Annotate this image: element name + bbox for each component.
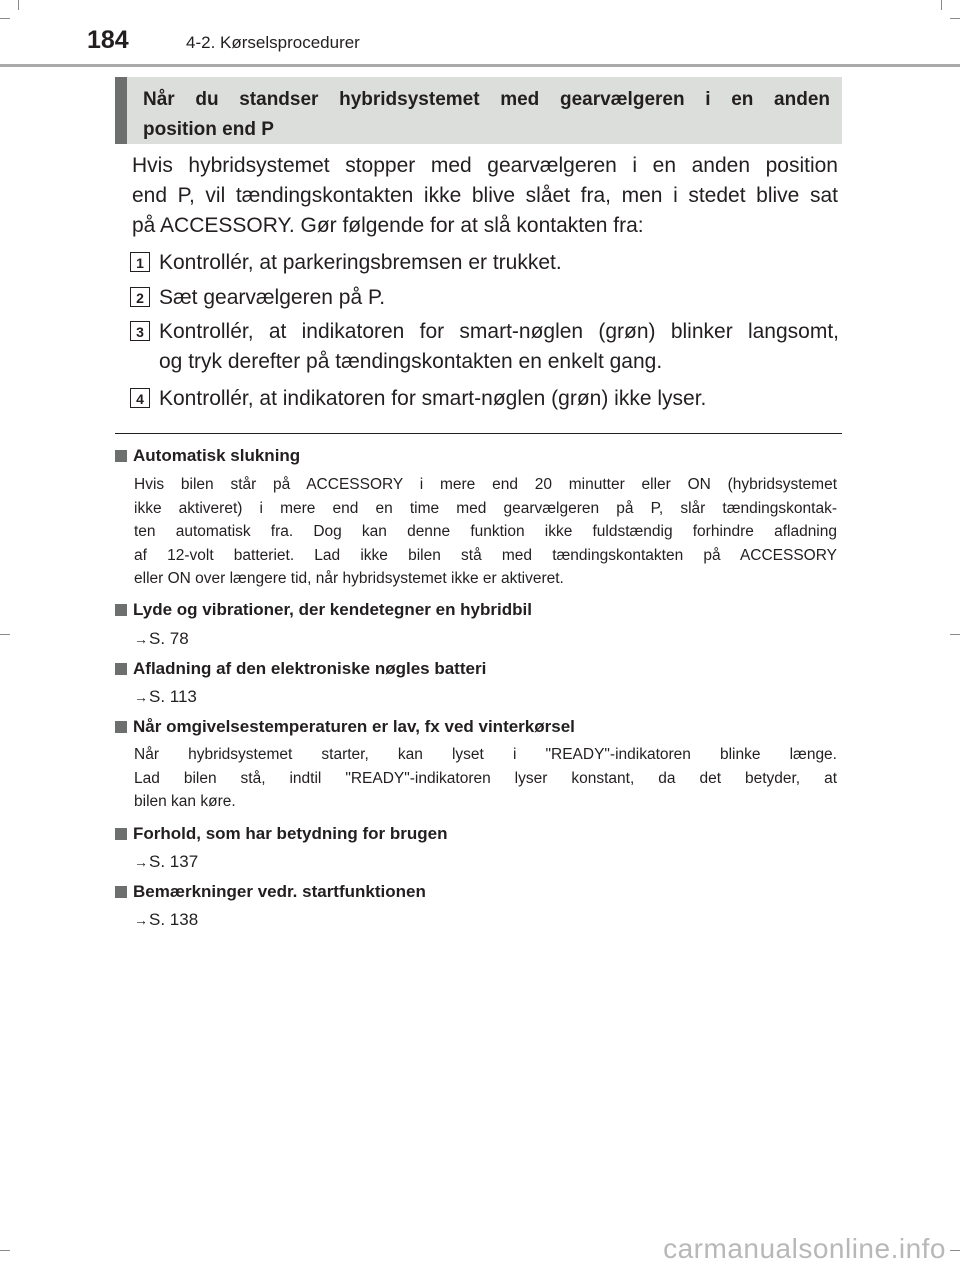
note-title bbox=[115, 824, 448, 844]
intro-paragraph bbox=[132, 151, 838, 241]
note-line: ten automatisk fra. Dog kan denne funktion ikke fuldstændig forhindre afladning bbox=[134, 523, 837, 540]
intro-line: på ACCESSORY. Gør følgende for at slå kontakten fra: bbox=[132, 214, 644, 237]
note-line: Når hybridsystemet starter, kan lyset i "READY"-indikatoren blinke længe. bbox=[134, 746, 837, 763]
page-reference[interactable] bbox=[134, 629, 189, 649]
step-text bbox=[159, 317, 839, 377]
step-text bbox=[159, 248, 839, 278]
note-line: Hvis bilen står på ACCESSORY i mere end 20 minutter eller ON (hybridsystemet bbox=[134, 476, 837, 493]
crop-mark bbox=[950, 18, 960, 19]
note-line: af 12-volt batteriet. Lad ikke bilen stå med tændingskontakten på ACCESSORY bbox=[134, 546, 837, 564]
watermark: carmanualsonline.info bbox=[663, 1233, 946, 1264]
crop-mark bbox=[0, 1250, 10, 1251]
note-title bbox=[115, 717, 575, 737]
note-title bbox=[115, 882, 426, 902]
note-line: bilen kan køre. bbox=[134, 793, 236, 810]
page-reference-text: S. 78 bbox=[149, 629, 189, 648]
chapter-title: 4-2. Kørselsprocedurer bbox=[186, 33, 360, 52]
arrow-right-icon: → bbox=[134, 631, 148, 647]
crop-mark bbox=[950, 1250, 960, 1251]
square-bullet-icon bbox=[115, 721, 127, 733]
note-title-text: Afladning af den elektroniske nøgles batteri bbox=[133, 659, 487, 678]
note-title-text: Automatisk slukning bbox=[133, 446, 301, 465]
note-line: ikke aktiveret) i mere end en time med gearvælgeren på P, slår tændingskontak- bbox=[134, 499, 837, 517]
step-number-badge: 2 bbox=[130, 287, 150, 307]
step-line: Kontrollér, at parkeringsbremsen er trukket. bbox=[159, 251, 562, 274]
step-line: og tryk derefter på tændingskontakten en enkelt gang. bbox=[159, 350, 663, 373]
note-body bbox=[134, 473, 837, 591]
step-text bbox=[159, 384, 839, 414]
arrow-right-icon: → bbox=[134, 912, 148, 928]
crop-mark bbox=[0, 18, 10, 19]
page-reference-text: S. 137 bbox=[149, 852, 199, 871]
square-bullet-icon bbox=[115, 604, 127, 616]
crop-mark bbox=[950, 634, 960, 635]
page-reference[interactable] bbox=[134, 910, 198, 930]
page-reference-text: S. 113 bbox=[149, 687, 197, 706]
square-bullet-icon bbox=[115, 450, 127, 462]
note-title-text: Bemærkninger vedr. startfunktionen bbox=[133, 882, 426, 901]
intro-line: Hvis hybridsystemet stopper med gearvælgeren i en anden position bbox=[132, 154, 838, 177]
square-bullet-icon bbox=[115, 663, 127, 675]
step-line: Kontrollér, at indikatoren for smart-nøglen (grøn) ikke lyser. bbox=[159, 387, 707, 410]
arrow-right-icon: → bbox=[134, 689, 148, 705]
section-heading-line: position end P bbox=[143, 119, 274, 140]
note-title bbox=[115, 659, 486, 679]
step-number-badge: 1 bbox=[130, 252, 150, 272]
square-bullet-icon bbox=[115, 828, 127, 840]
intro-line: end P, vil tændingskontakten ikke blive slået fra, men i stedet blive sat bbox=[132, 184, 838, 207]
note-line: Lad bilen stå, indtil "READY"-indikatoren lyser konstant, da det betyder, at bbox=[134, 769, 837, 787]
page-number: 184 bbox=[87, 26, 129, 54]
step-line: Kontrollér, at indikatoren for smart-nøglen (grøn) blinker langsomt, bbox=[159, 320, 839, 343]
step-number-badge: 3 bbox=[130, 321, 150, 341]
note-title-text: Lyde og vibrationer, der kendetegner en hybridbil bbox=[133, 600, 532, 619]
step-line: Sæt gearvælgeren på P. bbox=[159, 286, 386, 309]
page-reference[interactable] bbox=[134, 687, 197, 707]
page-reference-text: S. 138 bbox=[149, 910, 199, 929]
step-text bbox=[159, 283, 839, 313]
crop-mark bbox=[941, 0, 942, 10]
note-title bbox=[115, 446, 300, 466]
note-line: eller ON over længere tid, når hybridsystemet ikke er aktiveret. bbox=[134, 570, 564, 587]
header-rule bbox=[0, 64, 960, 67]
note-title-text: Forhold, som har betydning for brugen bbox=[133, 824, 448, 843]
section-heading bbox=[115, 77, 842, 144]
square-bullet-icon bbox=[115, 886, 127, 898]
step-number-badge: 4 bbox=[130, 388, 150, 408]
crop-mark bbox=[0, 634, 10, 635]
note-title-text: Når omgivelsestemperaturen er lav, fx ved vinterkørsel bbox=[133, 717, 575, 736]
note-title bbox=[115, 600, 532, 620]
crop-mark bbox=[18, 0, 19, 10]
section-heading-line: Når du standser hybridsystemet med gearvælgeren i en anden bbox=[143, 89, 830, 110]
page-reference[interactable] bbox=[134, 852, 198, 872]
section-divider bbox=[115, 433, 842, 434]
note-body bbox=[134, 743, 837, 814]
arrow-right-icon: → bbox=[134, 854, 148, 870]
